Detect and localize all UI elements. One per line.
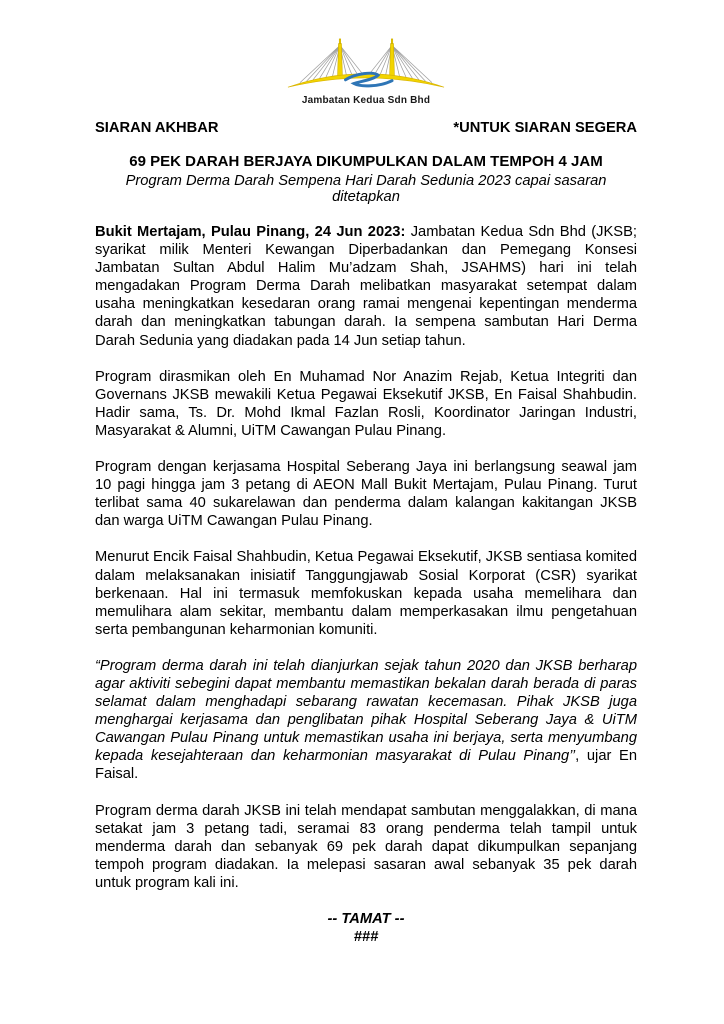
company-logo [95,34,637,106]
headline: 69 PEK DARAH BERJAYA DIKUMPULKAN DALAM TEMPOH 4 JAM [129,153,603,170]
press-release-label: SIARAN AKHBAR [95,120,219,136]
subheadline: Program Derma Darah Sempena Hari Darah Sedunia 2023 capai sasaran ditetapkan [125,173,607,205]
paragraph: Bukit Mertajam, Pulau Pinang, 24 Jun 2023: Jambatan Kedua Sdn Bhd (JKSB; syarikat milik Menteri Kewangan Diperbadankan dan Pemegang Konsesi Jambatan Sultan Abdul Halim Mu’adzam Shah, JSAHMS) hari ini telah mengadakan Program Derma Darah melibatkan masyarakat setempat dalam usaha meningkatkan kesedaran orang ramai mengenai kepentingan menderma darah dan meningkatkan tabungan darah. Ia sempena sambutan Hari Derma Darah Sedunia yang diadakan pada 14 Jun setiap tahun. [95,224,637,349]
release-header-row [95,120,637,136]
bridge-icon [287,34,445,94]
company-name: Jambatan Kedua Sdn Bhd [301,95,431,106]
paragraph: Program dengan kerjasama Hospital Seberang Jaya ini berlangsung seawal jam 10 pagi hingga jam 3 petang di AEON Mall Bukit Mertajam, Pulau Pinang. Turut terlibat sama 40 sukarelawan dan penderma dalam kalangan kakitangan JKSB dan warga UiTM Cawangan Pulau Pinang. [95,459,637,530]
hash-marker: ### [353,929,379,946]
paragraph-lead-bold: Bukit Mertajam, Pulau Pinang, 24 Jun 2023: [95,224,411,240]
paragraph: “Program derma darah ini telah dianjurkan sejak tahun 2020 dan JKSB berharap agar aktiviti sebegini dapat membantu memastikan bekalan darah berada di paras selamat dalam menghadapi sebarang rawatan kecemasan. Pihak JKSB juga menghargai kerjasama dan penglibatan pihak Hospital Seberang Jaya & UiTM Cawangan Pulau Pinang untuk memastikan usaha ini berjaya, serta menyumbang kepada kesejahteraan dan keharmonian masyarakat di Pulau Pinang’’, ujar En Faisal. [95,657,638,783]
quote-text: “Program derma darah ini telah dianjurkan sejak tahun 2020 dan JKSB berharap agar aktiviti sebegini dapat membantu memastikan bekalan darah berada di paras selamat dalam menghadapi sebarang rawatan kecemasan. Pihak JKSB juga menghargai kerjasama dan penglibatan pihak Hospital Seberang Jaya & UiTM Cawangan Pulau Pinang untuk memastikan usaha ini berjaya, serta menyumbang kepada kesejahteraan dan keharmonian masyarakat di Pulau Pinang’’ [95,657,637,765]
bridge-pylons [338,39,395,76]
paragraph: Menurut Encik Faisal Shahbudin, Ketua Pegawai Eksekutif, JKSB sentiasa komited dalam melaksanakan inisiatif Tanggungjawab Sosial Korporat (CSR) syarikat berkenaan. Hal ini termasuk memfokuskan kepada usaha memelihara dan memulihara alam sekitar, membantu dalam memperkasakan ilmu pengetahuan serta pembangunan keharmonian komuniti. [95,549,637,638]
paragraph: Program dirasmikan oleh En Muhamad Nor Anazim Rejab, Ketua Integriti dan Governans JKSB mewakili Ketua Pegawai Eksekutif JKSB, En Faisal Shahbudin. Hadir sama, Ts. Dr. Mohd Ikmal Fazlan Rosli, Koordinator Jaringan Industri, Masyarakat & Alumni, UiTM Cawangan Pulau Pinang. [95,368,637,439]
release-urgency-label: *UNTUK SIARAN SEGERA [453,120,637,136]
paragraph: Program derma darah JKSB ini telah mendapat sambutan menggalakkan, di mana setakat jam 3 petang tadi, seramai 83 orang penderma telah tampil untuk menderma darah dan sebanyak 69 pek darah dapat dikumpulkan sepanjang tempoh program diadakan. Ia melepasi sasaran awal sebanyak 35 pek darah untuk program kali ini. [95,802,637,891]
body-paragraphs [95,223,637,892]
end-marker: -- TAMAT -- [327,911,405,927]
